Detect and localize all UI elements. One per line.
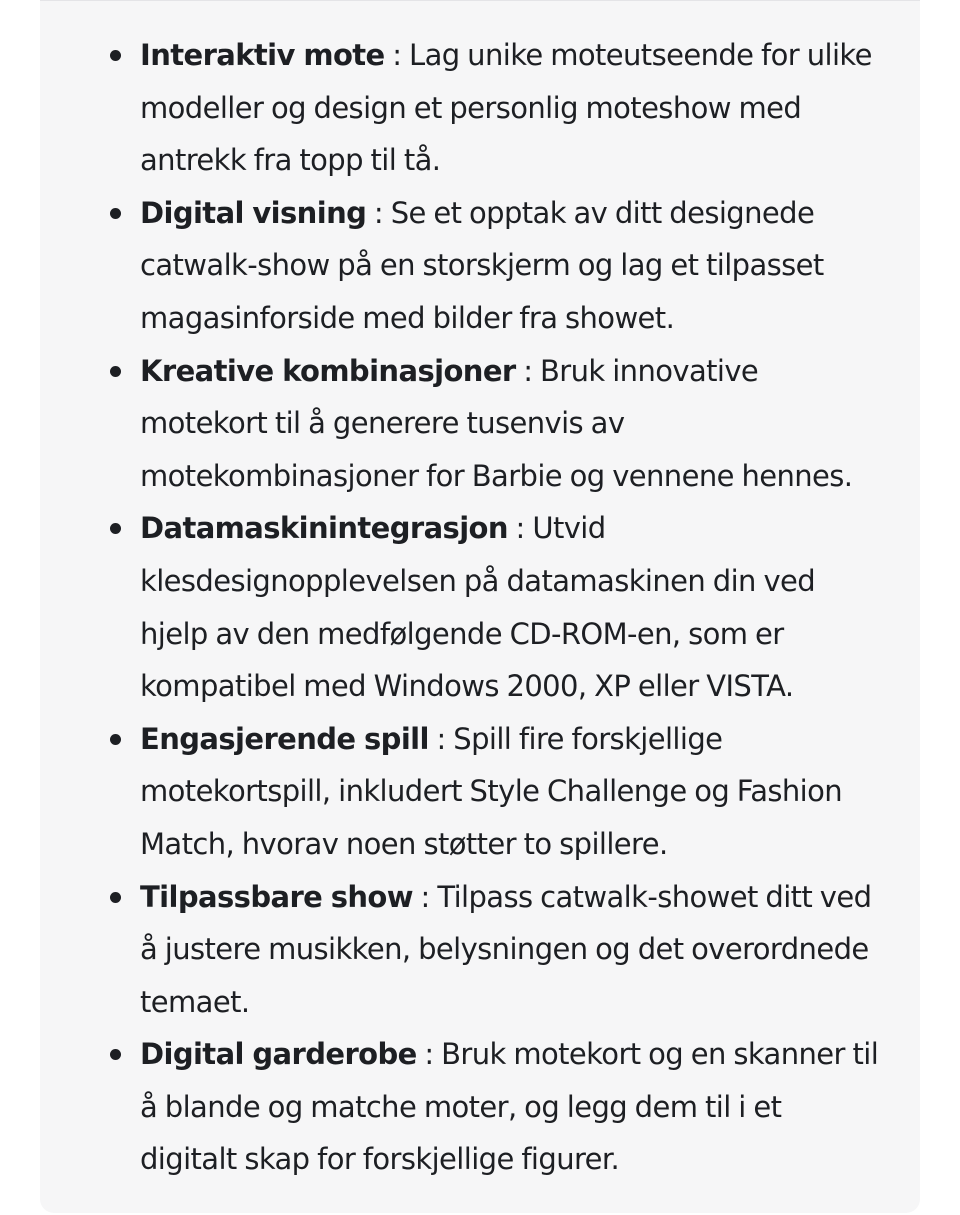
- list-item-digital-garderobe: [140, 1028, 880, 1186]
- content-card: [40, 0, 920, 1213]
- feature-title: Kreative kombinasjoner: [140, 353, 516, 388]
- list-item-tilpassbare-show: [140, 871, 880, 1029]
- feature-description: Bruk motekort og en skanner til å blande og matche moter, og legg dem til i et digitalt skap for forskjellige figurer.: [140, 1037, 879, 1177]
- bullet-icon: [110, 1049, 121, 1060]
- feature-description: Se et opptak av ditt designede catwalk-show på en storskjerm og lag et tilpasset magasinforside med bilder fra showet.: [140, 195, 824, 335]
- feature-title: Datamaskinintegrasjon: [140, 511, 508, 546]
- feature-title: Tilpassbare show: [140, 879, 413, 914]
- list-item-digital-visning: [140, 187, 880, 345]
- bullet-icon: [110, 208, 121, 219]
- feature-title: Digital visning: [140, 195, 367, 230]
- list-item-datamaskinintegrasjon: [140, 502, 880, 712]
- feature-separator: :: [507, 511, 533, 546]
- feature-separator: :: [515, 353, 541, 388]
- feature-description: Lag unike moteutseende for ulike modeller og design et personlig moteshow med antrekk fra topp til tå.: [140, 38, 872, 178]
- feature-separator: :: [412, 879, 438, 914]
- feature-separator: :: [416, 1037, 442, 1072]
- feature-title: Digital garderobe: [140, 1037, 417, 1072]
- feature-separator: :: [384, 38, 410, 72]
- feature-title: Interaktiv mote: [140, 38, 385, 72]
- feature-separator: :: [366, 195, 391, 230]
- feature-title: Engasjerende spill: [140, 721, 429, 756]
- bullet-icon: [110, 892, 121, 903]
- feature-separator: :: [428, 721, 454, 756]
- feature-description: Utvid klesdesignopplevelsen på datamaskinen din ved hjelp av den medfølgende CD-ROM-en, som er kompatibel med Windows 2000, XP eller VISTA.: [140, 511, 816, 704]
- list-item-interaktiv-mote: [140, 29, 880, 187]
- feature-description: Spill fire forskjellige motekortspill, inkludert Style Challenge og Fashion Match, hvorav noen støtter to spillere.: [140, 721, 843, 861]
- list-item-kreative-kombinasjoner: [140, 345, 880, 503]
- feature-list: [40, 1, 920, 1186]
- bullet-icon: [110, 50, 121, 61]
- bullet-icon: [110, 523, 121, 534]
- feature-description: Tilpass catwalk-showet ditt ved å justere musikken, belysningen og det overordnede temaet.: [140, 879, 872, 1019]
- bullet-icon: [110, 734, 121, 745]
- list-item-engasjerende-spill: [140, 713, 880, 871]
- bullet-icon: [110, 366, 121, 377]
- feature-description: Bruk innovative motekort til å generere tusenvis av motekombinasjoner for Barbie og vennene hennes.: [140, 353, 853, 493]
